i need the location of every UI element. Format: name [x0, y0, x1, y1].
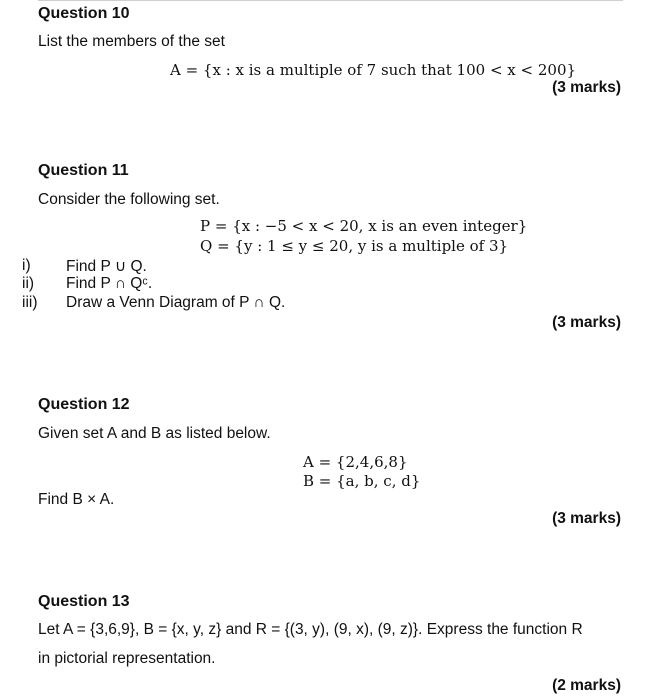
question-11-part-text: Find P ∪ Q.	[66, 258, 147, 275]
question-12-heading: Question 12	[38, 396, 130, 413]
question-11-part-number: ii)	[22, 275, 35, 292]
question-10-heading: Question 10	[38, 5, 130, 22]
question-11-part-number: i)	[22, 257, 31, 274]
question-11-part-text: Find P ∩ Qᶜ.	[66, 275, 153, 292]
question-11-intro: Consider the following set.	[38, 191, 220, 208]
question-10-marks: (3 marks)	[552, 79, 621, 96]
question-12-set-a: A = {2,4,6,8}	[303, 453, 408, 471]
question-13-line-2: in pictorial representation.	[38, 650, 216, 667]
question-11-part-number: iii)	[22, 294, 38, 311]
question-13-heading: Question 13	[38, 593, 130, 610]
question-10-set-definition: A = {x : x is a multiple of 7 such that 100 < x < 200}	[170, 61, 577, 79]
question-11-part-text: Draw a Venn Diagram of P ∩ Q.	[66, 294, 286, 311]
question-12-set-b: B = {a, b, c, d}	[303, 472, 421, 490]
question-12-marks: (3 marks)	[552, 510, 621, 527]
question-11-marks: (3 marks)	[552, 314, 621, 331]
question-10-intro: List the members of the set	[38, 33, 225, 50]
question-12-intro: Given set A and B as listed below.	[38, 425, 271, 442]
question-12-task: Find B × A.	[38, 491, 115, 508]
question-11-set-q: Q = {y : 1 ≤ y ≤ 20, y is a multiple of 3}	[200, 237, 509, 255]
question-13-marks: (2 marks)	[552, 677, 621, 694]
question-13-line-1: Let A = {3,6,9}, B = {x, y, z} and R = {(3, y), (9, x), (9, z)}. Express the function R	[38, 621, 583, 638]
question-11-set-p: P = {x : −5 < x < 20, x is an even integer}	[200, 217, 528, 235]
question-11-heading: Question 11	[38, 162, 129, 179]
top-divider	[38, 0, 623, 1]
